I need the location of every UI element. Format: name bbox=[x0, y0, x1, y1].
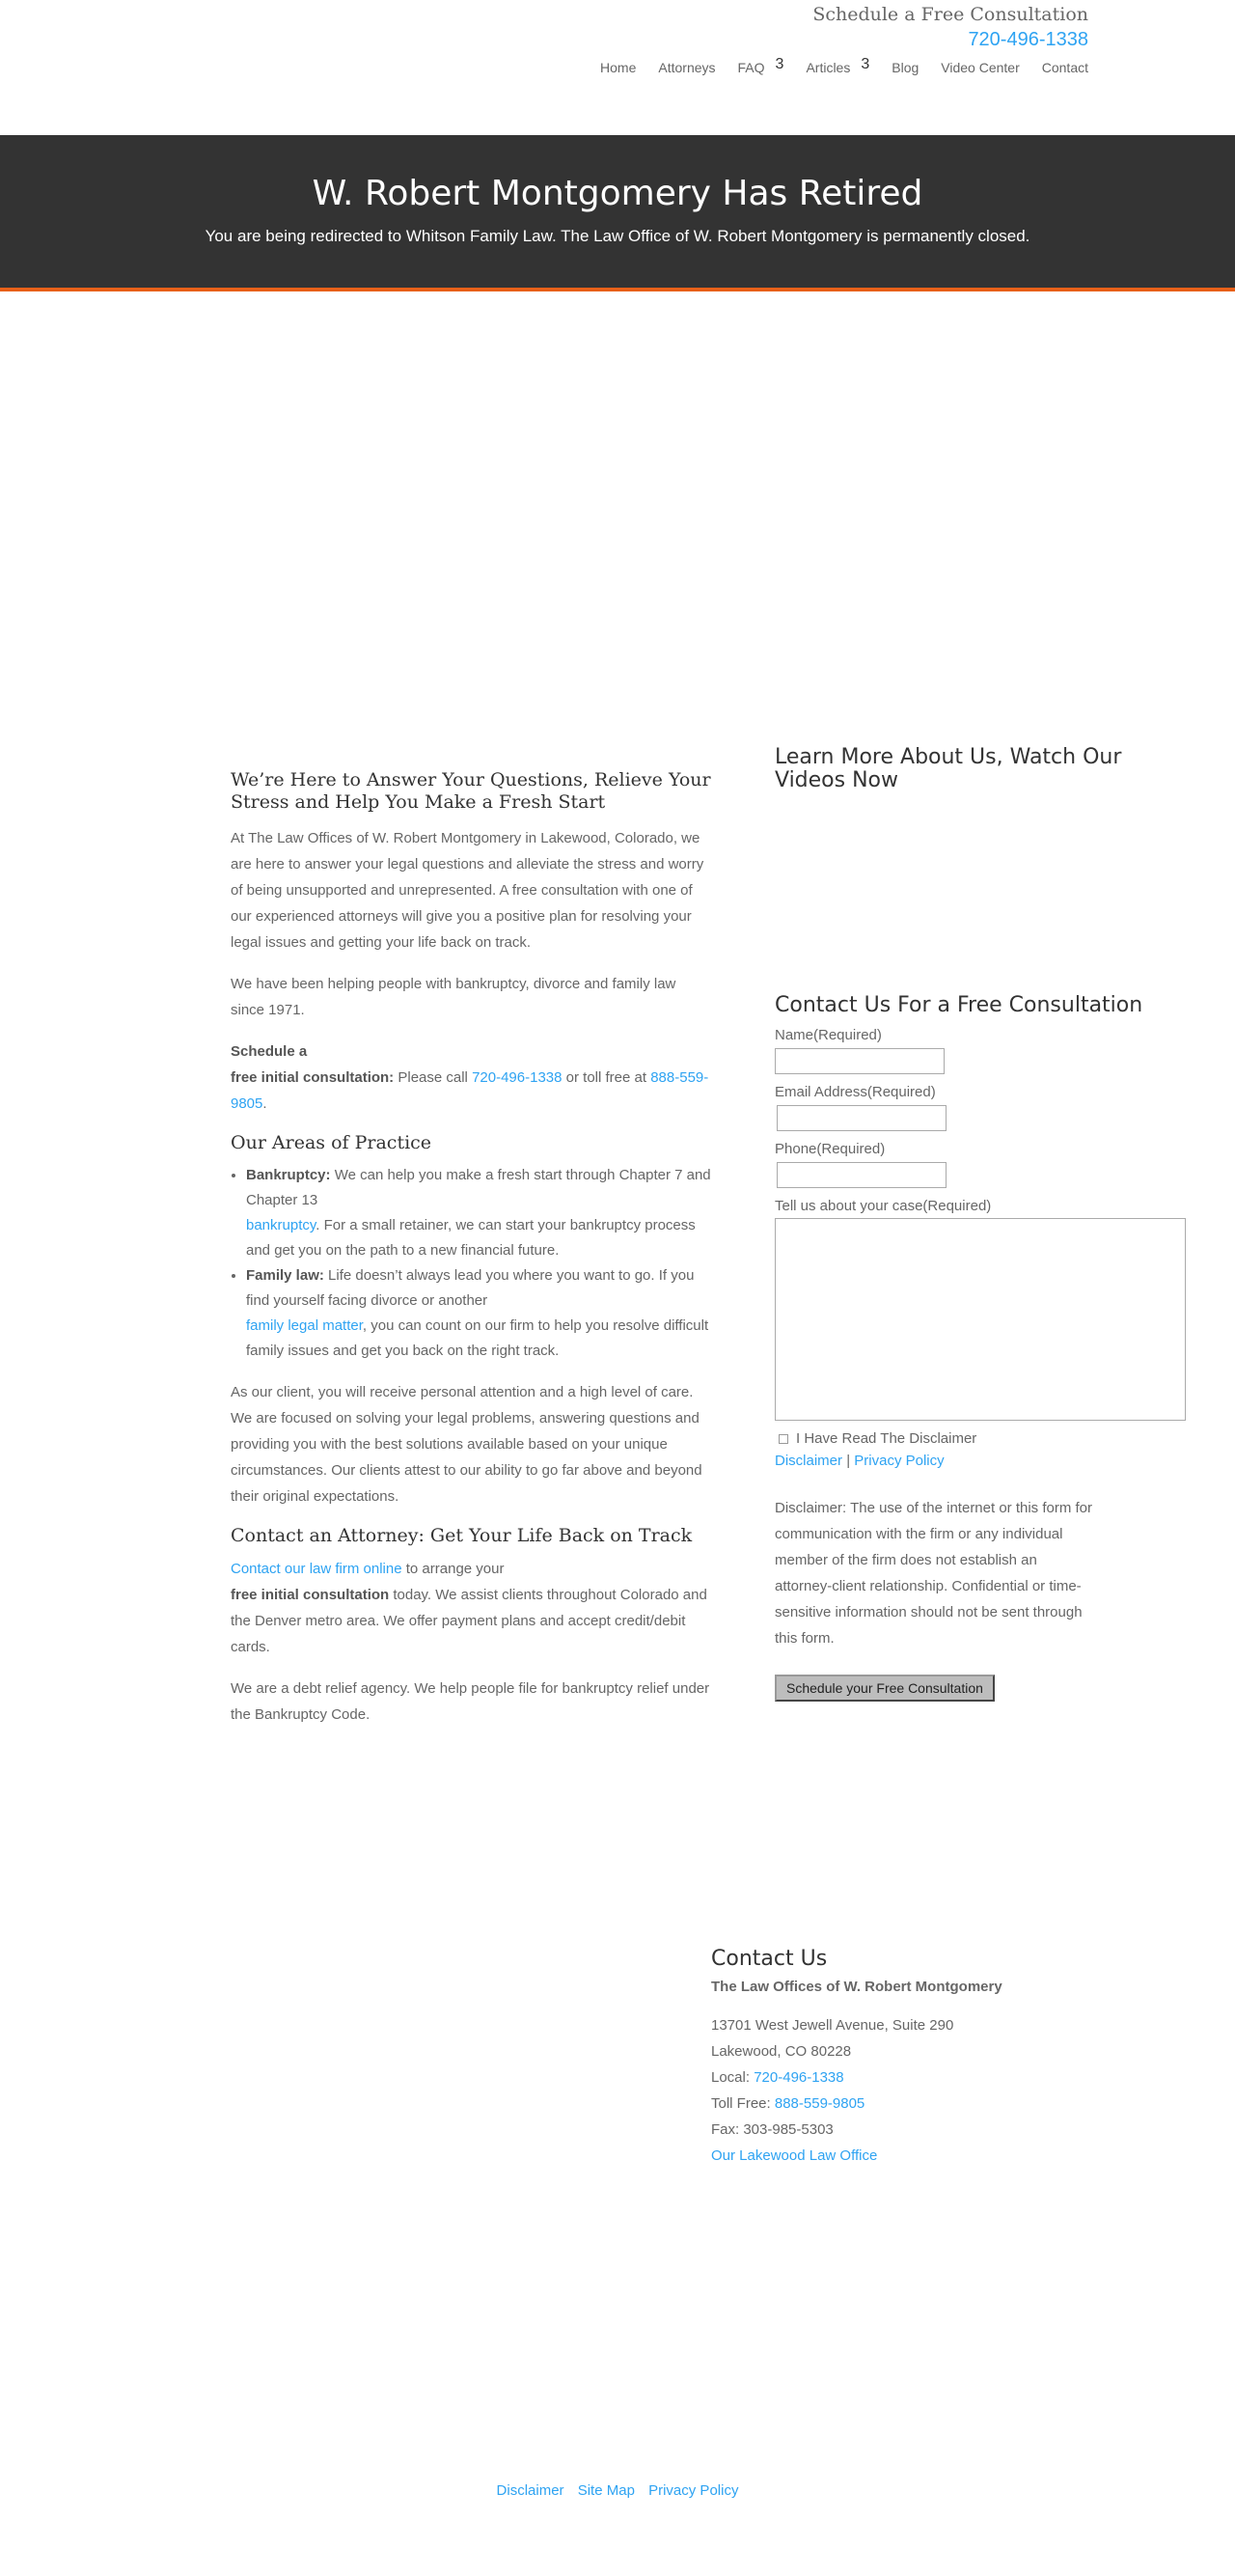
nav-label: Attorneys bbox=[658, 60, 716, 75]
phone-label: Phone(Required) bbox=[775, 1141, 886, 1157]
history-paragraph: We have been helping people with bankruptcy, divorce and family law since 1971. bbox=[231, 976, 676, 1018]
disclaimer-checkbox[interactable] bbox=[779, 1434, 788, 1444]
schedule-tollfree-link[interactable]: 888-559-9805 bbox=[231, 1069, 709, 1112]
videos-heading: Learn More About Us, Watch Our Videos Now bbox=[775, 745, 1122, 792]
tollfree-phone-line bbox=[711, 2091, 1116, 2117]
disclaimer-link[interactable]: Disclaimer bbox=[775, 1453, 843, 1469]
contact-heading: Contact Us bbox=[711, 1947, 828, 1971]
privacy-policy-link[interactable]: Privacy Policy bbox=[854, 1453, 945, 1469]
nav-attorneys[interactable] bbox=[658, 60, 715, 75]
contact-text: to arrange your bbox=[401, 1561, 505, 1577]
name-label: Name(Required) bbox=[775, 1027, 882, 1043]
nav-home[interactable] bbox=[600, 60, 636, 75]
consultation-form bbox=[775, 1027, 1190, 1702]
footer-links bbox=[0, 2482, 1235, 2499]
email-label: Email Address(Required) bbox=[775, 1084, 936, 1100]
retirement-banner bbox=[0, 135, 1235, 291]
header-cta: Schedule a Free Consultation bbox=[812, 4, 1088, 25]
address-line: Lakewood, CO 80228 bbox=[711, 2043, 852, 2060]
footer-disclaimer-link[interactable]: Disclaimer bbox=[496, 2482, 564, 2499]
practice-text: , you can count on our firm to help you resolve difficult family issues and get you back on the right track. bbox=[246, 1317, 709, 1359]
phone-field[interactable] bbox=[777, 1162, 947, 1188]
nav-video-center[interactable] bbox=[941, 60, 1019, 75]
schedule-phone-link[interactable]: 720-496-1338 bbox=[472, 1069, 563, 1086]
nav-blog[interactable] bbox=[892, 60, 919, 75]
nav-contact[interactable] bbox=[1042, 60, 1088, 75]
submit-row bbox=[775, 1675, 1190, 1702]
schedule-bold: free initial consultation: bbox=[231, 1069, 395, 1086]
form-links bbox=[775, 1453, 1190, 1469]
nav-label: Contact bbox=[1041, 60, 1088, 75]
address-line: 13701 West Jewell Avenue, Suite 290 bbox=[711, 2017, 954, 2034]
contact-info bbox=[711, 1947, 1116, 2169]
areas-heading: Our Areas of Practice bbox=[231, 1132, 432, 1153]
intro-paragraph: At The Law Offices of W. Robert Montgomery in Lakewood, Colorado, we are here to answer your legal questions and alleviate the stress and worry of being unsupported and unrepresented. A free consultation with one of our experienced attorneys will give you a positive plan for resolving your legal issues and getting your life back on track. bbox=[231, 830, 704, 951]
submit-button[interactable]: Schedule your Free Consultation bbox=[775, 1675, 995, 1702]
practice-list bbox=[231, 1163, 713, 1364]
office-link[interactable]: Our Lakewood Law Office bbox=[711, 2147, 878, 2164]
contact-text: today. We assist clients throughout Colorado and the Denver metro area. We offer payment plans and accept credit/debit cards. bbox=[231, 1587, 707, 1655]
main-content bbox=[231, 769, 713, 1743]
checkbox-label: I Have Read The Disclaimer bbox=[796, 1430, 977, 1447]
schedule-text: or toll free at bbox=[562, 1069, 651, 1086]
email-field[interactable] bbox=[777, 1105, 947, 1131]
main-heading: We’re Here to Answer Your Questions, Relieve Your Stress and Help You Make a Fresh Start bbox=[231, 769, 711, 813]
main-nav bbox=[578, 56, 1088, 75]
case-textarea[interactable] bbox=[775, 1218, 1186, 1421]
contact-attorney-heading: Contact an Attorney: Get Your Life Back on Track bbox=[231, 1525, 693, 1546]
list-item-bankruptcy bbox=[246, 1163, 713, 1263]
practice-text: We can help you make a fresh start through Chapter 7 and Chapter 13 bbox=[246, 1167, 711, 1208]
contact-bold: free initial consultation bbox=[231, 1587, 390, 1603]
nav-label: Articles bbox=[806, 60, 851, 75]
disclaimer-checkbox-row bbox=[775, 1430, 1190, 1447]
practice-text: Life doesn’t always lead you where you want to go. If you find yourself facing divorce or another bbox=[246, 1267, 695, 1309]
office-line bbox=[711, 2143, 1116, 2169]
case-label: Tell us about your case(Required) bbox=[775, 1198, 992, 1214]
separator: | bbox=[846, 1453, 851, 1469]
family-law-link[interactable]: family legal matter bbox=[246, 1317, 363, 1334]
dropdown-caret-icon: 3 bbox=[861, 56, 870, 72]
footer-privacy-link[interactable]: Privacy Policy bbox=[648, 2482, 739, 2499]
nav-label: Video Center bbox=[941, 60, 1020, 75]
schedule-paragraph bbox=[231, 1039, 713, 1117]
firm-name: The Law Offices of W. Robert Montgomery bbox=[711, 1979, 1002, 1995]
form-heading: Contact Us For a Free Consultation bbox=[775, 993, 1143, 1017]
contact-online-link[interactable]: Contact our law firm online bbox=[231, 1561, 402, 1577]
form-disclaimer-text: Disclaimer: The use of the internet or this form for communication with the firm or any individual member of the firm does not establish an attorney-client relationship. Confidential or time-sensitive information should not be sent through this form. bbox=[775, 1500, 1093, 1647]
local-phone-link[interactable]: 720-496-1338 bbox=[754, 2069, 844, 2086]
tollfree-phone-link[interactable]: 888-559-9805 bbox=[774, 2095, 865, 2112]
schedule-text: Please call bbox=[394, 1069, 473, 1086]
list-item-family-law bbox=[246, 1263, 713, 1364]
banner-subtitle: You are being redirected to Whitson Family Law. The Law Office of W. Robert Montgomery is permanently closed. bbox=[205, 227, 1030, 245]
nav-label: Blog bbox=[892, 60, 919, 75]
sidebar bbox=[775, 746, 1190, 1702]
footer-sitemap-link[interactable]: Site Map bbox=[577, 2482, 635, 2499]
client-care-paragraph: As our client, you will receive personal attention and a high level of care. We are focused on solving your legal problems, answering questions and providing you with the best solutions available based on your unique circumstances. Our clients attest to our ability to go far above and beyond their original expectations. bbox=[231, 1384, 702, 1505]
fax-line: Fax: 303-985-5303 bbox=[711, 2121, 834, 2138]
nav-label: FAQ bbox=[737, 60, 765, 75]
nav-faq[interactable] bbox=[737, 56, 784, 75]
phone-label: Toll Free: bbox=[711, 2095, 775, 2112]
local-phone-line bbox=[711, 2064, 1116, 2091]
video-placeholder bbox=[775, 792, 1190, 994]
header-phone-link[interactable]: 720-496-1338 bbox=[968, 29, 1088, 50]
schedule-text: . bbox=[262, 1095, 267, 1112]
practice-label: Bankruptcy: bbox=[246, 1167, 331, 1183]
practice-text: . For a small retainer, we can start your bankruptcy process and get you on the path to a new financial future. bbox=[246, 1217, 696, 1259]
nav-articles[interactable] bbox=[806, 56, 870, 75]
practice-label: Family law: bbox=[246, 1267, 324, 1284]
nav-label: Home bbox=[600, 60, 637, 75]
banner-title: W. Robert Montgomery Has Retired bbox=[312, 174, 923, 213]
name-field[interactable] bbox=[775, 1048, 945, 1074]
contact-paragraph bbox=[231, 1556, 713, 1660]
dropdown-caret-icon: 3 bbox=[775, 56, 784, 72]
debt-relief-paragraph: We are a debt relief agency. We help people file for bankruptcy relief under the Bankruptcy Code. bbox=[231, 1680, 710, 1723]
bankruptcy-link[interactable]: bankruptcy bbox=[246, 1217, 316, 1233]
schedule-bold: Schedule a bbox=[231, 1043, 308, 1060]
phone-label: Local: bbox=[711, 2069, 755, 2086]
